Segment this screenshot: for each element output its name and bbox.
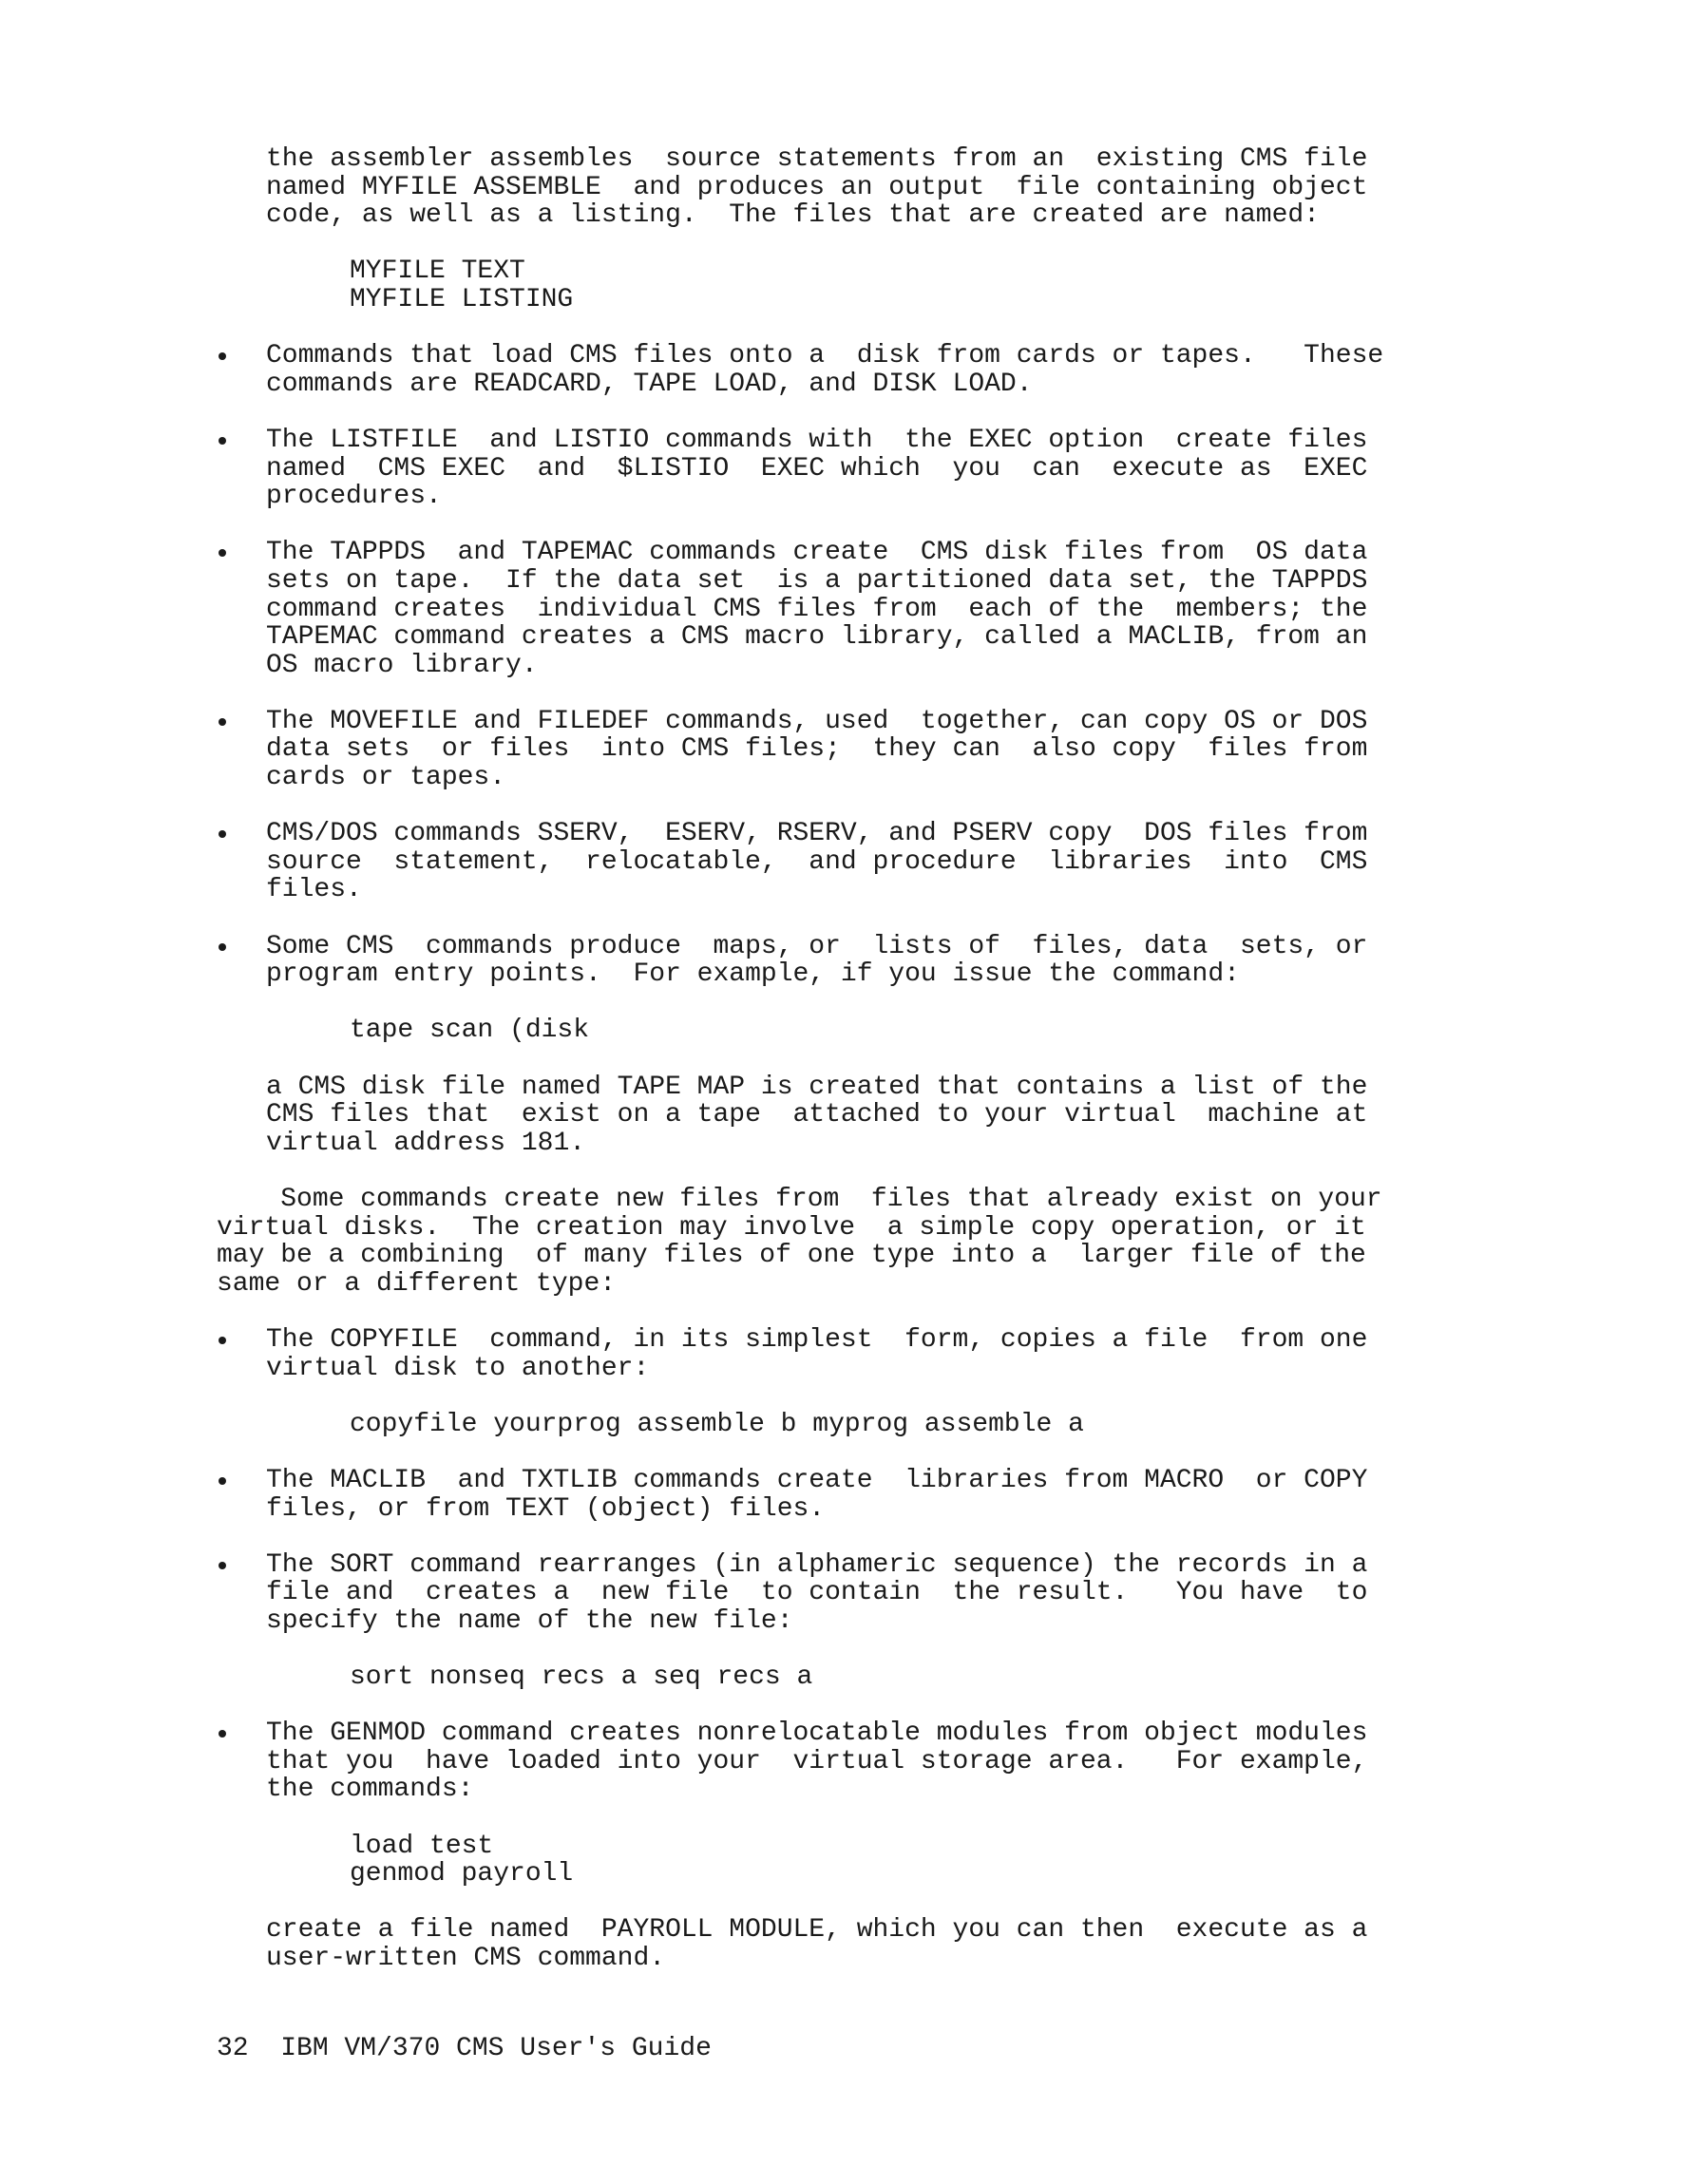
blank-line	[217, 1157, 1423, 1186]
text-line: command creates individual CMS files from each of the members; the	[266, 594, 1368, 624]
blank-line	[217, 511, 1423, 540]
bullet-text: The GENMOD command creates nonrelocatable modules from object modules	[266, 1719, 1368, 1749]
blank-line	[217, 1298, 1423, 1326]
text-line: commands are READCARD, TAPE LOAD, and DISK LOAD.	[266, 369, 1033, 399]
bullet-text: The MOVEFILE and FILEDEF commands, used together, can copy OS or DOS	[266, 706, 1368, 736]
bullet-item-line	[217, 820, 1423, 848]
bullet-item-line	[217, 427, 1423, 455]
text-line: the commands:	[266, 1775, 474, 1805]
bullet-icon	[217, 539, 266, 567]
bullet-icon	[217, 1467, 266, 1495]
blank-line	[217, 1523, 1423, 1551]
blank-line	[217, 1889, 1423, 1917]
blank-line	[217, 1438, 1423, 1467]
command-example: copyfile yourprog assemble b myprog assemble a	[350, 1409, 1084, 1439]
blank-line	[217, 679, 1423, 708]
bullet-item-line	[217, 1551, 1423, 1580]
text-line: file and creates a new file to contain the result. You have to	[266, 1578, 1368, 1608]
blank-line	[217, 1692, 1423, 1720]
bullet-text: The LISTFILE and LISTIO commands with the EXEC option create files	[266, 425, 1368, 455]
blank-line	[217, 1635, 1423, 1663]
text-line: named CMS EXEC and $LISTIO EXEC which you can execute as EXEC	[266, 453, 1368, 484]
bullet-text: Some CMS commands produce maps, or lists of files, data sets, or	[266, 931, 1368, 961]
text-line: CMS files that exist on a tape attached to your virtual machine at	[266, 1100, 1368, 1130]
bullet-text: CMS/DOS commands SSERV, ESERV, RSERV, and PSERV copy DOS files from	[266, 819, 1368, 849]
paragraph-line: Some commands create new files from files that already exist on your	[217, 1184, 1382, 1214]
text-line: files.	[266, 875, 362, 905]
text-line: code, as well as a listing. The files that are created are named:	[266, 200, 1320, 231]
bullet-icon	[217, 1719, 266, 1748]
command-example: sort nonseq recs a seq recs a	[350, 1662, 813, 1693]
command-example: load test	[350, 1831, 494, 1861]
bullet-item-line	[217, 342, 1423, 370]
blank-line	[217, 314, 1423, 343]
bullet-item-line	[217, 539, 1423, 567]
bullet-item-line	[217, 1467, 1423, 1495]
blank-line	[217, 1045, 1423, 1073]
blank-line	[217, 398, 1423, 427]
text-line: files, or from TEXT (object) files.	[266, 1493, 826, 1524]
text-line: named MYFILE ASSEMBLE and produces an output file containing object	[266, 172, 1368, 202]
bullet-icon	[217, 427, 266, 455]
document-body	[217, 145, 1423, 1973]
command-example: genmod payroll	[350, 1859, 574, 1890]
page-number: 32	[217, 2034, 249, 2063]
blank-line	[217, 1382, 1423, 1411]
text-line: procedures.	[266, 482, 442, 512]
bullet-text: Commands that load CMS files onto a disk from cards or tapes. These	[266, 341, 1384, 371]
bullet-text: The TAPPDS and TAPEMAC commands create CMS disk files from OS data	[266, 538, 1368, 568]
bullet-item-line	[217, 1326, 1423, 1355]
bullet-icon	[217, 1326, 266, 1355]
text-line: TAPEMAC command creates a CMS macro library, called a MACLIB, from an	[266, 622, 1368, 653]
text-line: the assembler assembles source statements from an existing CMS file	[266, 144, 1368, 174]
bullet-icon	[217, 820, 266, 848]
command-example: MYFILE LISTING	[350, 284, 574, 314]
bullet-icon	[217, 342, 266, 370]
blank-line	[217, 230, 1423, 258]
text-line: sets on tape. If the data set is a partitioned data set, the TAPPDS	[266, 565, 1368, 596]
text-line: virtual disk to another:	[266, 1353, 650, 1383]
page-footer	[217, 2035, 712, 2063]
bullet-icon	[217, 1551, 266, 1580]
bullet-text: The COPYFILE command, in its simplest form, copies a file from one	[266, 1324, 1368, 1355]
text-line: create a file named PAYROLL MODULE, which you can then execute as a	[266, 1915, 1368, 1946]
blank-line	[217, 1804, 1423, 1833]
text-line: source statement, relocatable, and procedure libraries into CMS	[266, 846, 1368, 877]
paragraph-line: virtual disks. The creation may involve a simple copy operation, or it	[217, 1212, 1366, 1243]
command-example: tape scan (disk	[350, 1016, 590, 1046]
text-line: user-written CMS command.	[266, 1944, 666, 1973]
text-line: cards or tapes.	[266, 763, 506, 793]
command-example: MYFILE TEXT	[350, 256, 525, 287]
blank-line	[217, 904, 1423, 933]
blank-line	[217, 989, 1423, 1017]
bullet-text: The MACLIB and TXTLIB commands create libraries from MACRO or COPY	[266, 1465, 1368, 1495]
bullet-item-line	[217, 1719, 1423, 1748]
text-line: that you have loaded into your virtual storage area. For example,	[266, 1746, 1368, 1776]
text-line: virtual address 181.	[266, 1128, 586, 1158]
bullet-item-line	[217, 933, 1423, 961]
paragraph-line: same or a different type:	[217, 1268, 617, 1299]
text-line: data sets or files into CMS files; they can also copy files from	[266, 734, 1368, 765]
blank-line	[217, 792, 1423, 821]
text-line: OS macro library.	[266, 650, 538, 680]
bullet-item-line	[217, 708, 1423, 736]
text-line: program entry points. For example, if you issue the command:	[266, 959, 1240, 990]
bullet-icon	[217, 933, 266, 961]
document-title: IBM VM/370 CMS User's Guide	[280, 2034, 712, 2063]
bullet-text: The SORT command rearranges (in alphameric sequence) the records in a	[266, 1549, 1368, 1580]
text-line: a CMS disk file named TAPE MAP is created that contains a list of the	[266, 1072, 1368, 1102]
paragraph-line: may be a combining of many files of one type into a larger file of the	[217, 1241, 1366, 1271]
text-line: specify the name of the new file:	[266, 1605, 793, 1636]
bullet-icon	[217, 708, 266, 736]
